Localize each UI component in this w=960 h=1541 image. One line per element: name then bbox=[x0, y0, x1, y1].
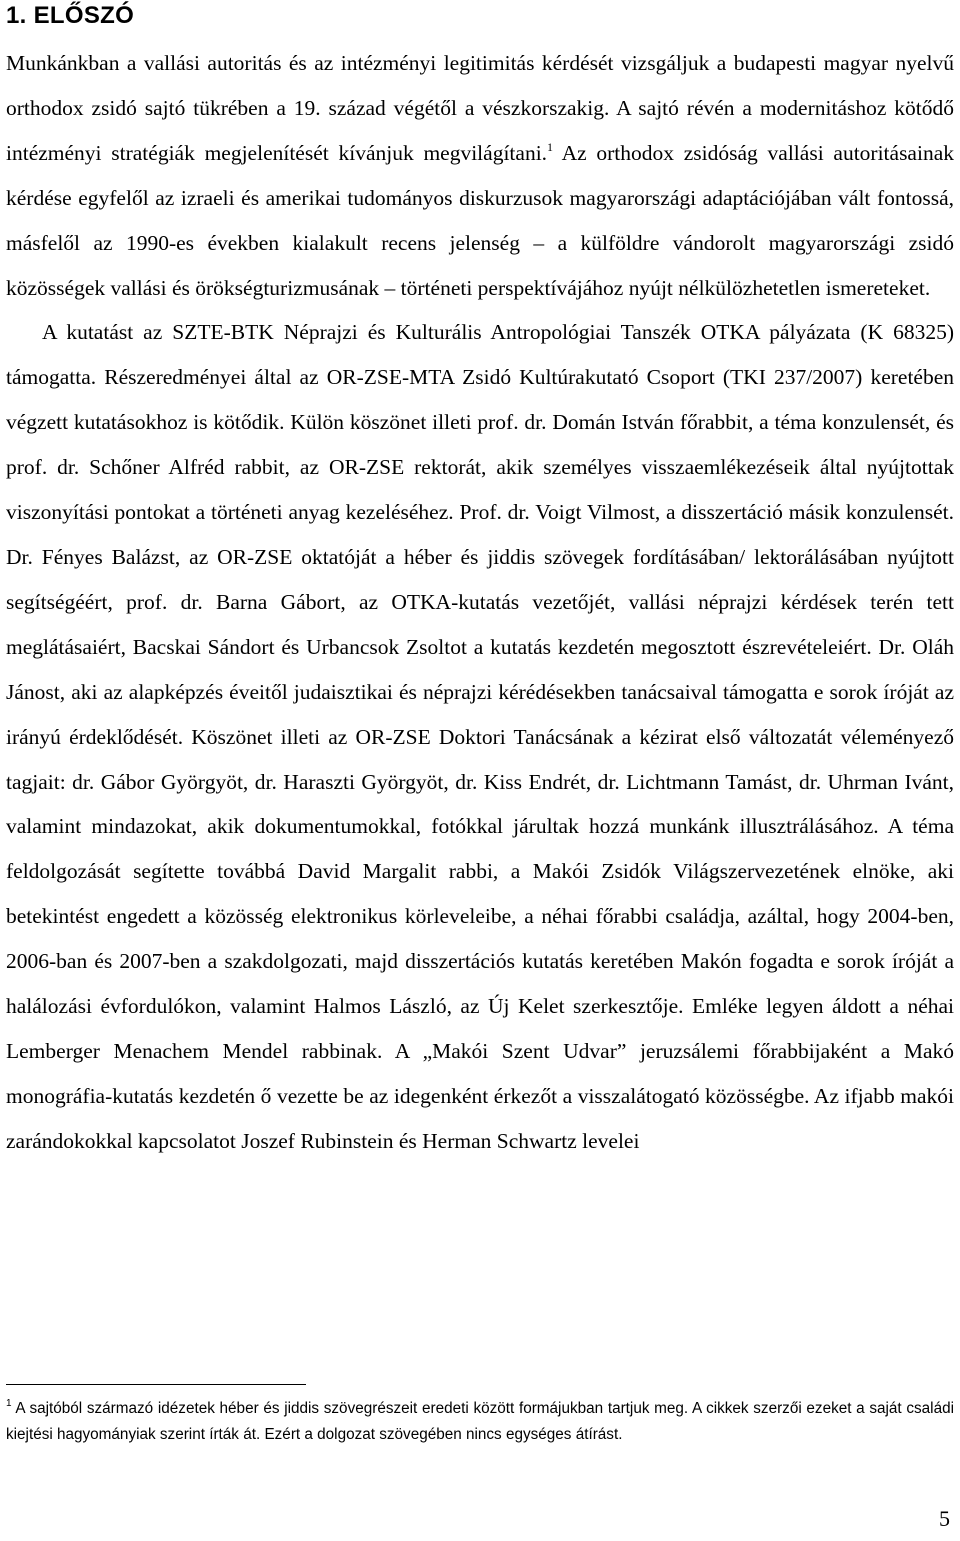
page-number: 5 bbox=[939, 1506, 950, 1531]
footnote-separator bbox=[6, 1384, 306, 1385]
footnote-marker: 1 bbox=[6, 1398, 12, 1409]
paragraph-acknowledgements: A kutatást az SZTE-BTK Néprajzi és Kulturális Antropológiai Tanszék OTKA pályázata (K 68325) támogatta. Részeredményei által az OR-ZSE-MTA Zsidó Kultúrakutató Csoport (TKI 237/2007) keretében végzett kutatásokhoz is kötődik. Külön köszönet illeti prof. dr. Domán István főrabbit, a téma konzulensét, és prof. dr. Schőner Alfréd rabbit, az OR-ZSE rektorát, akik személyes visszaemlékezéseik által nyújtottak viszonyítási pontokat a történeti anyag kezeléséhez. Prof. dr. Voigt Vilmost, a disszertáció másik konzulensét. Dr. Fényes Balázst, az OR-ZSE oktatóját a héber és jiddis szövegek fordításában/ lektorálásában nyújtott segítségéért, prof. dr. Barna Gábort, az OTKA-kutatás vezetőjét, vallási néprajzi kérdések terén tett meglátásaiért, Bacskai Sándort és Urbancsok Zsoltot a kutatás kezdetén megosztott észrevételeiért. Dr. Oláh Jánost, aki az alapképzés éveitől judaisztikai és néprajzi kérédésekben tanácsaival támogatta e sorok íróját az irányú érdeklődését. Köszönet illeti az OR-ZSE Doktori Tanácsának a kézirat első változatát véleményező tagjait: dr. Gábor Györgyöt, dr. Haraszti Györgyöt, dr. Kiss Endrét, dr. Lichtmann Tamást, dr. Uhrman Ivánt, valamint mindazokat, akik dokumentumokkal, fotókkal járultak hozzá munkánk illusztrálásához. A téma feldolgozását segítette továbbá David Margalit rabbi, a Makói Zsidók Világszervezetének elnöke, aki betekintést engedett a közösség elektronikus körleveleibe, a néhai főrabbi családja, azáltal, hogy 2004-ben, 2006-ban és 2007-ben a szakdolgozati, majd disszertációs kutatás keretében Makón fogadta e sorok íróját a halálozási évfordulókon, valamint Halmos László, az Új Kelet szerkesztője. Emléke legyen áldott a néhai Lemberger Menachem Mendel rabbinak. A „Makói Szent Udvar” jeruzsálemi főrabbijaként a Makó monográfia-kutatás kezdetén ő vezette be az idegenként érkezőt a visszalátogató közösségbe. Az ifjabb makói zarándokokkal kapcsolatot Joszef Rubinstein és Herman Schwartz levelei bbox=[6, 320, 954, 1153]
footnote-text: A sajtóból származó idézetek héber és jiddis szövegrészeit eredeti között formájukban tartjuk meg. A cikkek szerzői ezeket a saját családi kiejtési hagyományiak szerint írták át. Ezért a dolgozat szövegében nincs egységes átírást. bbox=[6, 1400, 954, 1443]
paragraph-intro-text: Munkánkban a vallási autoritás és az intézményi legitimitás kérdését vizsgáljuk a budapesti magyar nyelvű orthodox zsidó sajtó tükrében a 19. század végétől a vészkorszakig. A sajtó révén a modernitáshoz kötődő intézményi stratégiák megjelenítését kívánjuk megvilágítani. bbox=[6, 51, 954, 165]
footnote-reference[interactable]: 1 bbox=[547, 139, 554, 154]
body-text bbox=[6, 16, 954, 1164]
paragraph-intro-continuation: Az orthodox zsidóság vallási autoritásainak kérdése egyfelől az izraeli és amerikai tudományos diskurzusok magyarországi adaptációjában vált fontossá, másfelől az 1990-es években kialakult recens jelenség – a külföldre vándorolt magyarországi zsidó közösségek vallási és örökségturizmusának – történeti perspektívájához nyújt nélkülözhetetlen ismereteket. bbox=[6, 140, 954, 300]
section-heading: 1. ELŐSZÓ bbox=[6, 2, 135, 29]
footnote bbox=[6, 1396, 954, 1448]
paragraph-intro bbox=[6, 41, 954, 310]
